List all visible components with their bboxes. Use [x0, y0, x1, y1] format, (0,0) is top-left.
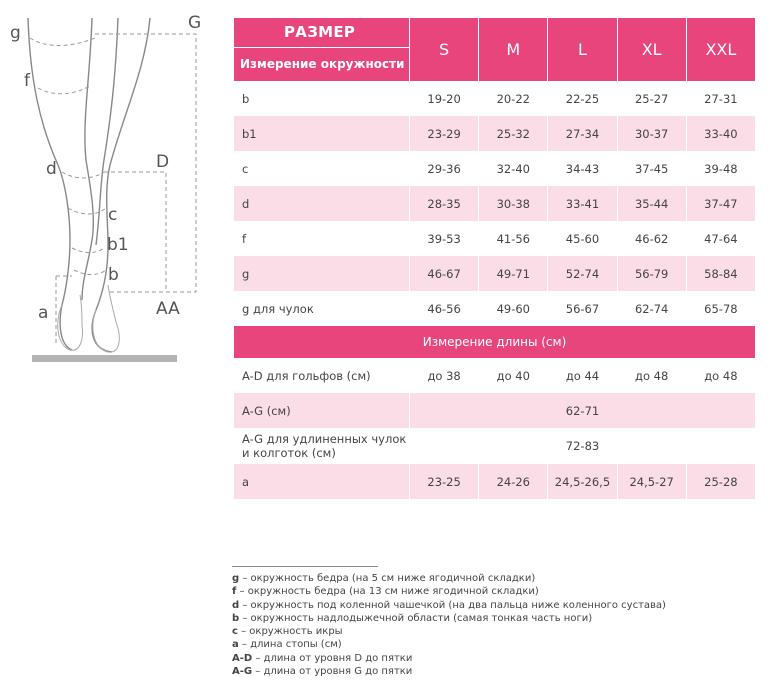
row-label: b	[242, 91, 250, 106]
label-D: D	[156, 152, 170, 172]
label-c: c	[108, 205, 118, 225]
table-cell: 23-29	[410, 116, 478, 151]
row-label	[234, 428, 409, 464]
table-row	[234, 186, 755, 221]
header-size-title: РАЗМЕР	[234, 18, 409, 48]
footnote-item	[232, 625, 666, 638]
footnote-item	[232, 585, 666, 598]
table-cell: 25-32	[479, 116, 547, 151]
row-label: d	[234, 186, 409, 221]
label-AA: AA	[156, 299, 180, 319]
ring-b1	[72, 248, 104, 253]
table-cell: 62-74	[634, 301, 669, 316]
left-leg-inner	[82, 18, 93, 300]
size-XXL: XXL	[687, 18, 755, 81]
size-S: S	[410, 18, 478, 81]
footnote-item	[232, 638, 666, 651]
table-cell: 27-31	[704, 91, 738, 106]
table-cell: 19-20	[427, 91, 461, 106]
footnote-item	[232, 652, 666, 665]
table-row	[234, 116, 755, 151]
row-label-line1: A-G для удлиненных чулок	[242, 432, 407, 446]
footnote-key: a	[232, 639, 239, 651]
footnote-text: – длина стопы (см)	[238, 639, 342, 651]
row-label: f	[242, 231, 247, 246]
ring-g	[30, 38, 95, 46]
table-cell: 37-47	[687, 186, 755, 221]
table-cell: 29-36	[427, 161, 461, 176]
length-section-header	[234, 326, 755, 358]
table-cell: 34-43	[565, 161, 600, 176]
table-cell: 33-40	[687, 116, 755, 151]
floor-bar	[32, 355, 177, 362]
footnote-key: c	[232, 626, 238, 638]
table-cell: 32-40	[496, 161, 530, 176]
ring-c	[68, 208, 106, 214]
size-header-row	[234, 18, 755, 81]
footnote-item	[232, 599, 666, 612]
ring-f	[38, 86, 90, 94]
footnote-key: A-D	[232, 652, 253, 664]
table-cell: 24,5-26,5	[548, 464, 616, 499]
left-foot	[58, 295, 83, 350]
label-b1: b1	[107, 235, 129, 255]
header-left-cell	[234, 18, 409, 81]
table-cell: 39-48	[704, 161, 738, 176]
footnote-text: – окружность бедра (на 5 см ниже ягодичной складки)	[239, 573, 536, 584]
footnote-text: – окружность бедра (на 13 см ниже ягодичной складки)	[236, 586, 539, 598]
table-cell: до 40	[496, 368, 530, 383]
table-cell: 25-27	[634, 91, 669, 106]
row-label: g	[234, 256, 409, 291]
table-cell: 33-41	[548, 186, 616, 221]
table-row	[234, 393, 755, 428]
size-M: M	[479, 18, 547, 81]
table-cell: 39-53	[427, 231, 461, 246]
table-cell: до 48	[635, 368, 669, 383]
footnote-item	[232, 665, 666, 678]
table-cell: 52-74	[548, 256, 616, 291]
table-cell: 47-64	[704, 231, 738, 246]
row-label: A-D для гольфов (см)	[242, 368, 371, 383]
label-a: a	[38, 303, 49, 323]
length-section-title: Измерение длины (см)	[234, 326, 755, 358]
table-cell: 37-45	[634, 161, 669, 176]
header-measure-title: Измерение окружности	[240, 57, 405, 71]
table-cell: 25-28	[687, 464, 755, 499]
row-label: c	[242, 161, 249, 176]
footnote-divider	[232, 566, 378, 567]
row-label: a	[234, 464, 409, 499]
table-cell: 46-67	[410, 256, 478, 291]
table-cell: 56-79	[618, 256, 686, 291]
footnote-key: d	[232, 599, 240, 611]
table-cell-merged: 62-71	[410, 393, 755, 428]
row-label: A-G (см)	[234, 393, 409, 428]
table-cell: 65-78	[704, 301, 738, 316]
table-cell: 56-67	[565, 301, 600, 316]
row-label: b1	[234, 116, 409, 151]
size-table	[233, 18, 756, 499]
ring-d	[62, 172, 104, 178]
table-cell: 49-60	[496, 301, 530, 316]
footnote-key: A-G	[232, 666, 253, 678]
footnote-key: b	[232, 612, 240, 624]
size-L: L	[548, 18, 616, 81]
table-cell: 28-35	[410, 186, 478, 221]
table-cell: до 38	[427, 368, 461, 383]
table-cell: 46-62	[634, 231, 669, 246]
table-cell: 24-26	[479, 464, 547, 499]
table-cell: 41-56	[496, 231, 530, 246]
table-row	[234, 464, 755, 499]
table-cell: до 44	[565, 368, 600, 383]
table-cell: 35-44	[618, 186, 686, 221]
table-cell: 49-71	[479, 256, 547, 291]
table-cell: 45-60	[565, 231, 600, 246]
table-cell: 46-56	[427, 301, 461, 316]
row-label-line2: и колготок (см)	[242, 446, 336, 460]
right-foot	[93, 285, 119, 352]
left-leg-outline	[28, 18, 72, 350]
footnote-item	[232, 572, 666, 585]
table-row	[234, 291, 755, 326]
table-row	[234, 358, 755, 393]
label-g: g	[10, 23, 21, 43]
label-b: b	[108, 265, 119, 285]
table-cell: до 48	[704, 368, 738, 383]
leg-measurement-diagram	[0, 0, 215, 380]
size-XL: XL	[618, 18, 686, 81]
label-G: G	[188, 13, 202, 33]
table-row	[234, 256, 755, 291]
footnote-text: – длина от уровня D до пятки	[252, 652, 413, 664]
label-d: d	[46, 159, 57, 179]
table-cell: 27-34	[548, 116, 616, 151]
footnote-text: – длина от уровня G до пятки	[252, 666, 413, 678]
table-cell: 30-37	[618, 116, 686, 151]
footnote-text: – окружность икры	[237, 626, 343, 638]
table-row	[234, 81, 755, 116]
table-row	[234, 151, 755, 186]
table-cell: 24,5-27	[618, 464, 686, 499]
table-row	[234, 428, 755, 464]
footnotes	[232, 572, 666, 678]
footnote-text: – окружность под коленной чашечкой (на два пальца ниже коленного сустава)	[239, 599, 666, 611]
row-label: g для чулок	[242, 301, 314, 316]
footnote-key: g	[232, 573, 240, 584]
table-cell: 58-84	[687, 256, 755, 291]
footnote-text: – окружность надлодыжечной области (самая тонкая часть ноги)	[239, 612, 593, 624]
table-row	[234, 221, 755, 256]
table-cell-merged: 72-83	[565, 439, 600, 453]
footnote-item	[232, 612, 666, 625]
footnote-key: f	[232, 586, 237, 598]
table-cell: 30-38	[479, 186, 547, 221]
table-cell: 20-22	[496, 91, 530, 106]
ring-b	[74, 270, 106, 275]
table-cell: 22-25	[565, 91, 600, 106]
label-f: f	[24, 71, 30, 91]
table-cell: 23-25	[410, 464, 478, 499]
